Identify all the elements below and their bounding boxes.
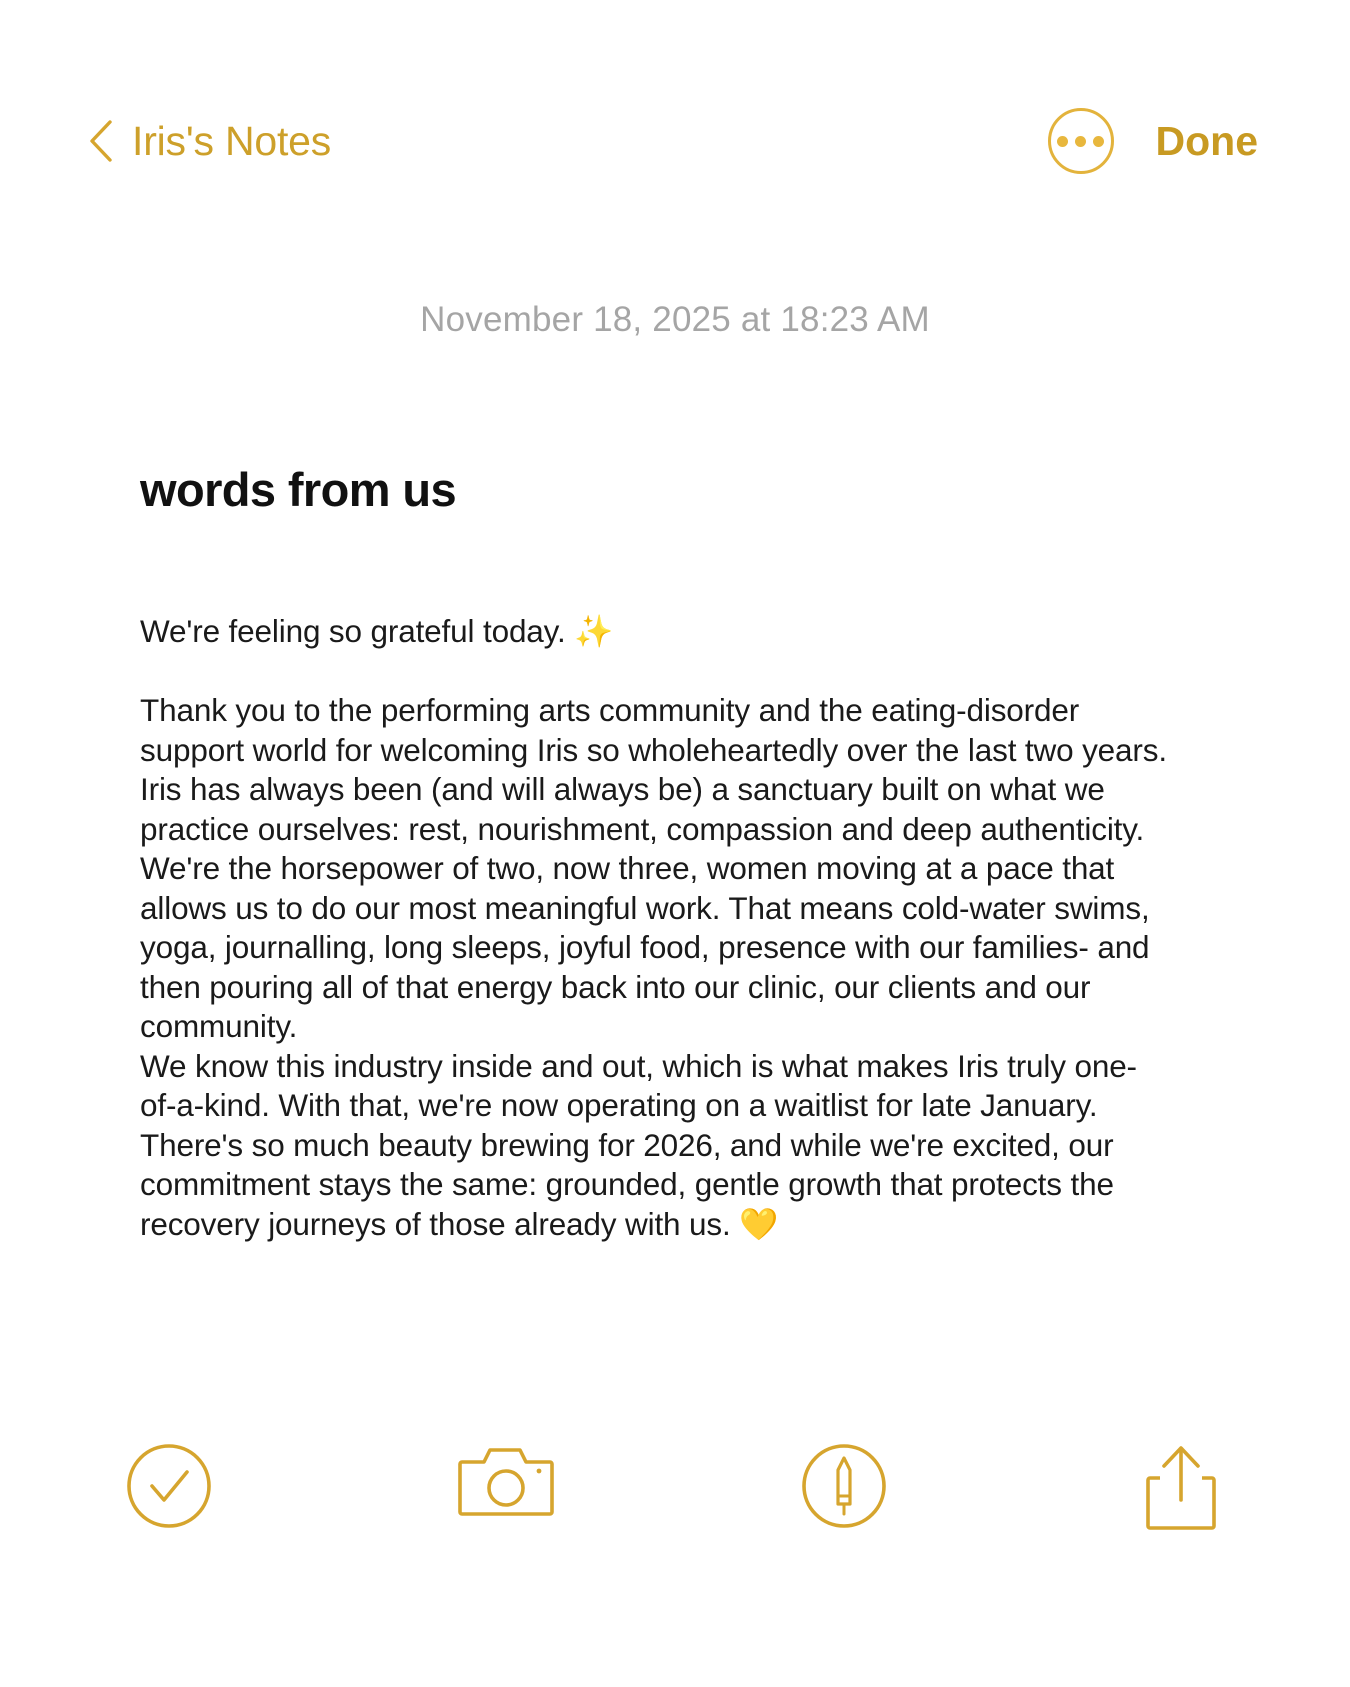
bottom-toolbar bbox=[0, 1387, 1350, 1687]
camera-icon bbox=[456, 1442, 556, 1522]
done-button[interactable]: Done bbox=[1155, 117, 1258, 164]
toolbar-button-markup[interactable] bbox=[675, 1442, 1013, 1530]
note-timestamp: November 18, 2025 at 18:23 AM bbox=[420, 300, 930, 339]
note-paragraph: Thank you to the performing arts community and the eating-disorder support world for welcoming Iris so wholeheartedly over the last two years. bbox=[140, 692, 1167, 768]
note-paragraph: There's so much beauty brewing for 2026, and while we're excited, our commitment stays the same: grounded, gentle growth that protects the recovery journeys of those already with us. 💛 bbox=[140, 1126, 1114, 1242]
markup-pen-circle-icon bbox=[800, 1442, 888, 1530]
toolbar-button-camera[interactable] bbox=[338, 1442, 676, 1522]
top-navigation-bar bbox=[0, 0, 1350, 240]
more-circle-icon[interactable] bbox=[1048, 108, 1114, 174]
note-paragraph: Iris has always been (and will always be) a sanctuary built on what we practice ourselves: rest, nourishment, compassion and deep authenticity. We're the horsepower of two, now three, women moving at a pace that allows us to do our most meaningful work. That means cold-water swims, yoga, journalling, long sleeps, joyful food, presence with our families- and then pouring all of that energy back into our clinic, our clients and our community. bbox=[140, 771, 1150, 1044]
back-button[interactable] bbox=[88, 119, 331, 163]
note-paragraph: We know this industry inside and out, which is what makes Iris truly one-of-a-kind. With that, we're now operating on a waitlist for late January. bbox=[140, 1047, 1137, 1123]
chevron-left-icon bbox=[88, 119, 114, 163]
toolbar-button-share[interactable] bbox=[1013, 1442, 1350, 1534]
toolbar-button-checklist[interactable] bbox=[0, 1442, 338, 1530]
nav-right-actions bbox=[1048, 108, 1259, 174]
more-dot bbox=[1057, 136, 1068, 147]
checklist-circle-icon bbox=[125, 1442, 213, 1530]
note-title: words from us bbox=[140, 463, 457, 516]
more-dot bbox=[1075, 136, 1086, 147]
note-body[interactable] bbox=[140, 612, 1170, 1244]
paragraph-spacer bbox=[140, 652, 1170, 692]
share-icon bbox=[1138, 1442, 1224, 1534]
more-dot bbox=[1093, 136, 1104, 147]
back-button-label: Iris's Notes bbox=[132, 117, 332, 164]
note-paragraph: We're feeling so grateful today. ✨ bbox=[140, 613, 614, 649]
